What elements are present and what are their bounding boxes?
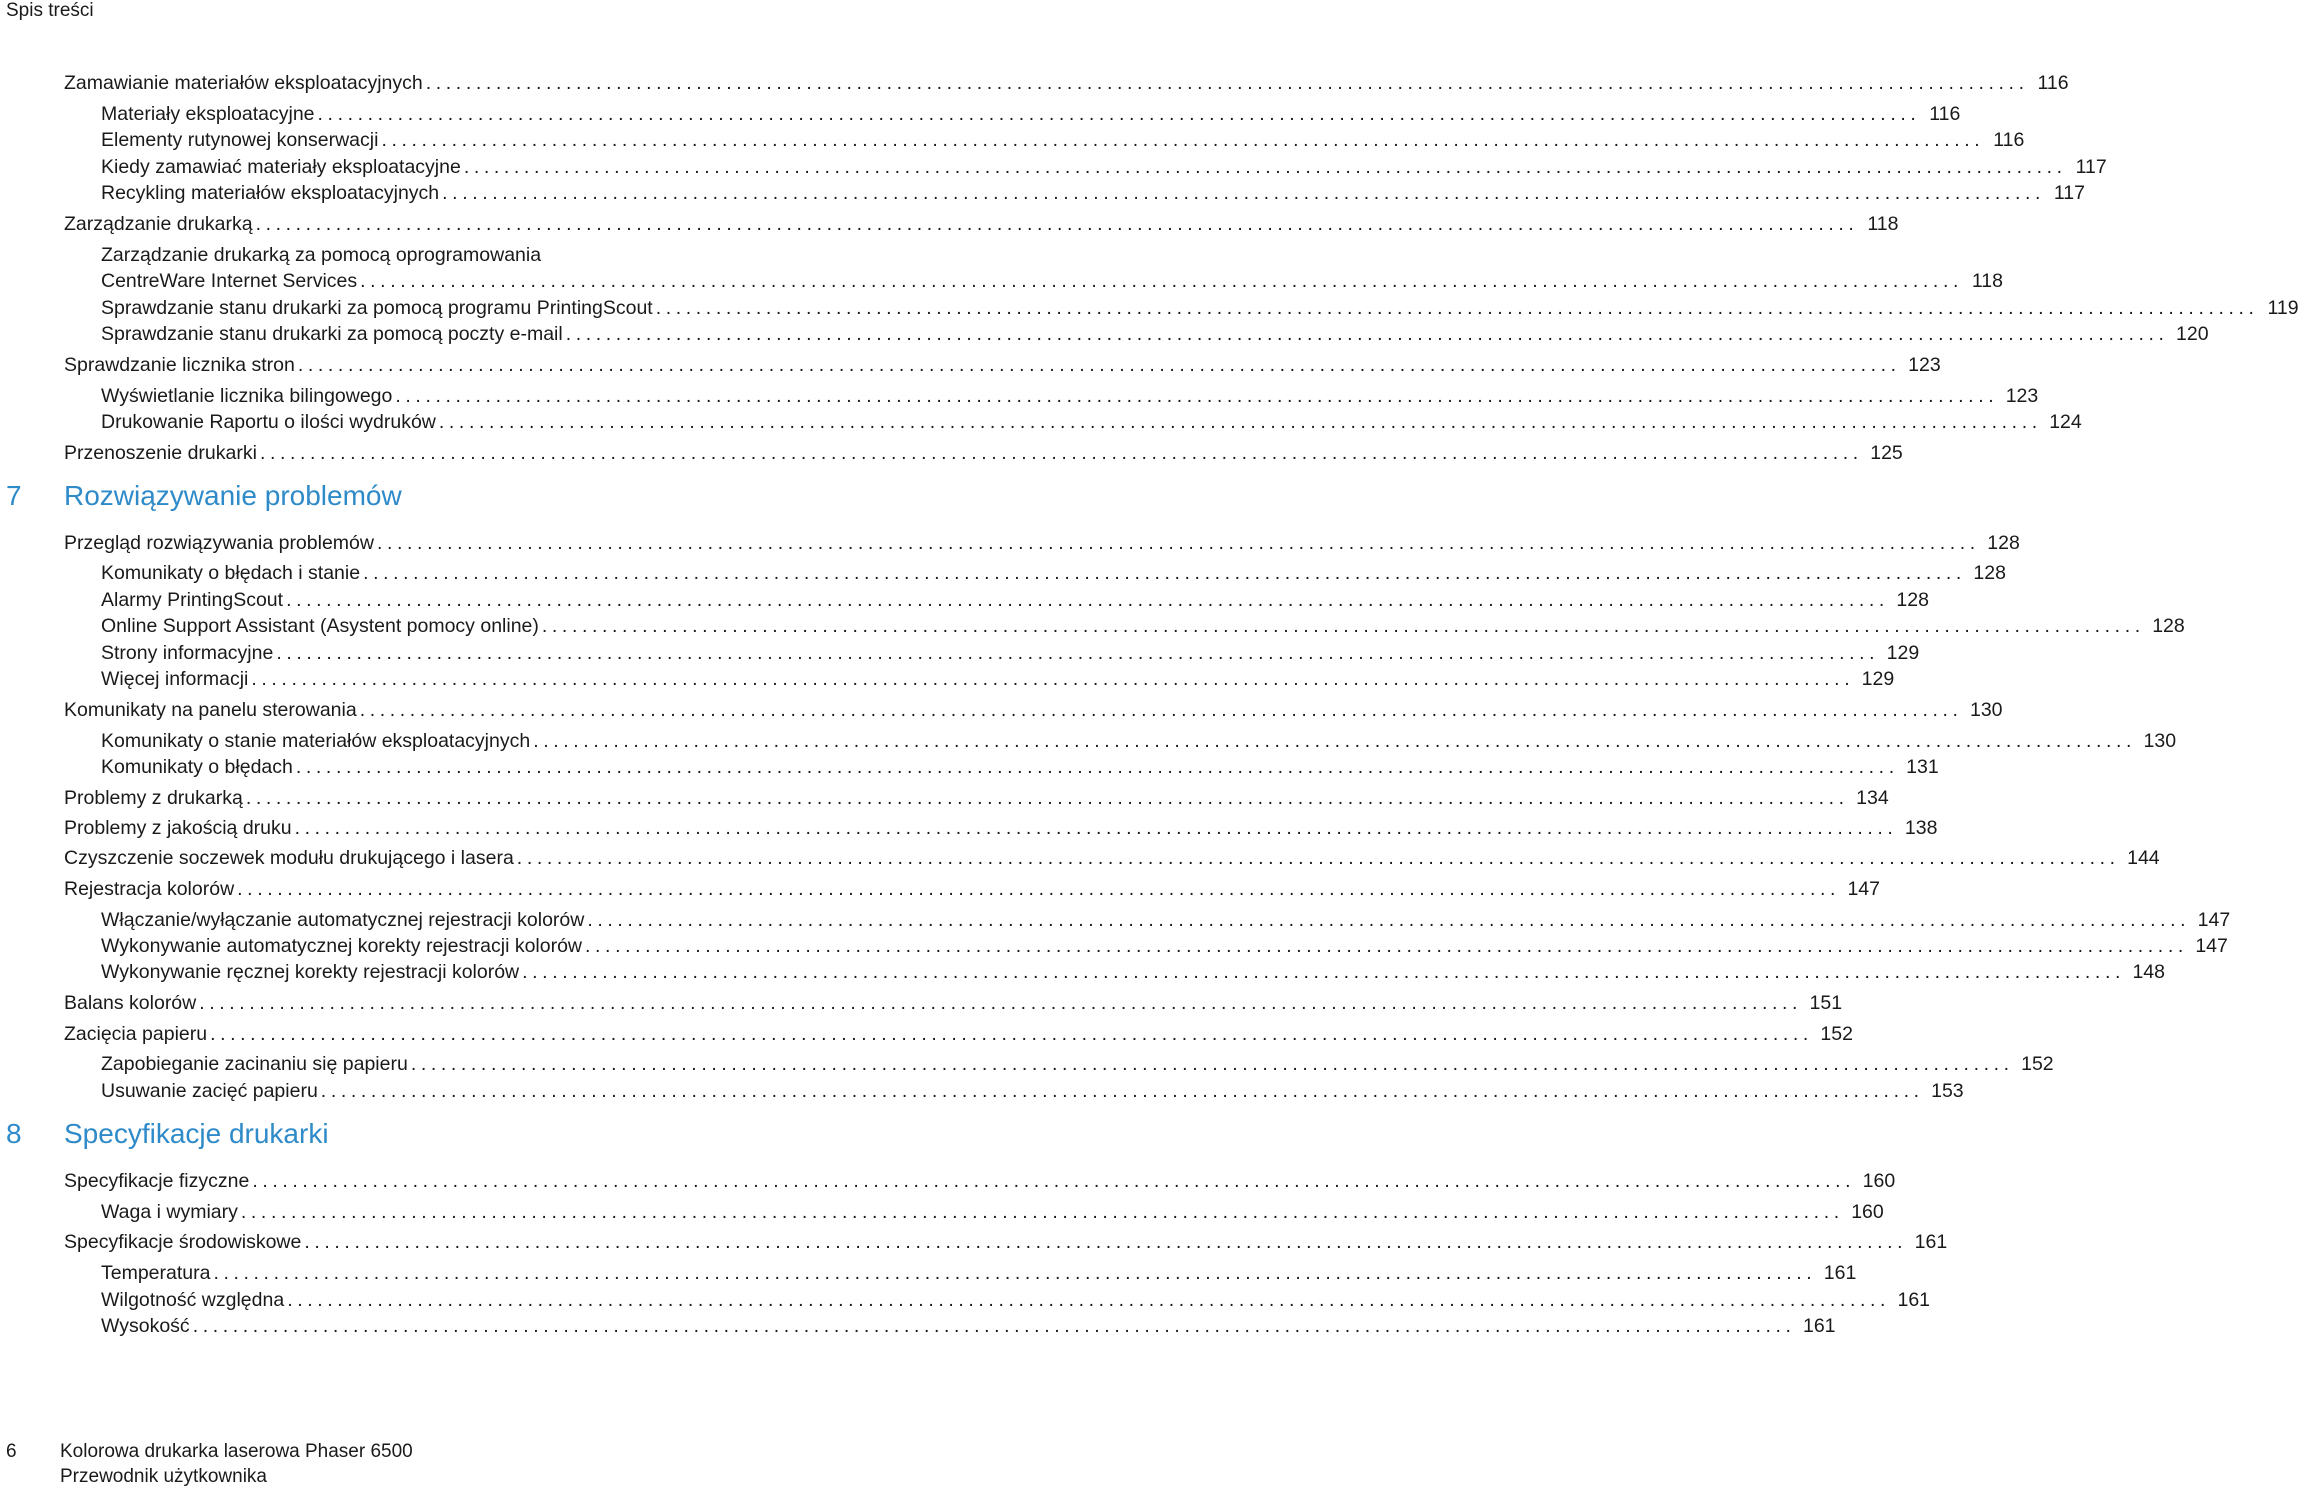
toc-entry-title: Balans kolorów: [64, 992, 197, 1014]
toc-page-number: 128: [1987, 532, 2020, 554]
toc-entry-title: Zacięcia papieru: [64, 1023, 208, 1045]
toc-entry-title: Elementy rutynowej konserwacji: [101, 129, 379, 151]
toc-entry-title: Zamawianie materiałów eksploatacyjnych: [64, 72, 423, 94]
dot-leader: ................................................................................................................................................................: [585, 935, 2188, 957]
dot-leader: ................................................................................................................................................................: [516, 847, 2120, 869]
toc-entry-title: Sprawdzanie licznika stron: [64, 354, 295, 376]
dot-leader: ................................................................................................................................................................: [533, 730, 2137, 752]
dot-leader: ................................................................................................................................................................: [463, 156, 2067, 178]
dot-leader: ................................................................................................................................................................: [294, 817, 1898, 839]
toc-page-number: 128: [1896, 589, 1929, 611]
toc-entry-title: Komunikaty o stanie materiałów eksploatacyjnych: [101, 730, 531, 752]
dot-leader: ................................................................................................................................................................: [297, 354, 1901, 376]
dot-leader: ................................................................................................................................................................: [317, 103, 1921, 125]
toc-entry[interactable]: [64, 1168, 1896, 1194]
toc-entry[interactable]: [101, 154, 2107, 180]
toc-page-number: 161: [1823, 1262, 1857, 1284]
chapter-heading[interactable]: [6, 478, 960, 514]
toc-entry[interactable]: [64, 211, 1899, 237]
toc-entry[interactable]: [64, 785, 1889, 811]
dot-leader: ................................................................................................................................................................: [252, 1170, 1856, 1192]
toc-page-number: 129: [1886, 642, 1920, 664]
toc-entry[interactable]: [64, 530, 2020, 556]
toc-page-number: 147: [1847, 878, 1880, 900]
toc-entry[interactable]: [101, 268, 2003, 294]
toc-entry-title: Materiały eksploatacyjne: [101, 103, 315, 125]
dot-leader: ................................................................................................................................................................: [587, 909, 2191, 931]
dot-leader: ................................................................................................................................................................: [360, 270, 1963, 292]
toc-page-number: 118: [1971, 270, 2003, 292]
toc-entry-title-first-line[interactable]: Zarządzanie drukarką za pomocą oprogramowania: [101, 244, 542, 266]
dot-leader: ................................................................................................................................................................: [295, 756, 1899, 778]
toc-entry-title: Wilgotność względna: [101, 1289, 285, 1311]
dot-leader: ................................................................................................................................................................: [251, 668, 1855, 690]
toc-page-number: 161: [1914, 1231, 1948, 1253]
dot-leader: ................................................................................................................................................................: [213, 1262, 1817, 1284]
toc-page-number: 152: [1820, 1023, 1853, 1045]
toc-page-number: 131: [1906, 756, 1939, 778]
toc-entry[interactable]: [64, 1229, 1948, 1255]
toc-entry-title: Przenoszenie drukarki: [64, 442, 257, 464]
toc-entry[interactable]: [101, 101, 1961, 127]
chapter-title: Specyfikacje drukarki: [64, 1118, 329, 1149]
toc-entry-title: Komunikaty o błędach i stanie: [101, 562, 361, 584]
toc-entry-title: Problemy z drukarką: [64, 787, 243, 809]
toc-entry-title: Wyświetlanie licznika bilingowego: [101, 385, 393, 407]
toc-entry-title: Czyszczenie soczewek modułu drukującego i lasera: [64, 847, 514, 869]
footer-page-number: 6: [6, 1441, 17, 1462]
toc-page-number: 138: [1904, 817, 1938, 839]
toc-entry[interactable]: [101, 1051, 2054, 1077]
dot-leader: ................................................................................................................................................................: [259, 442, 1863, 464]
toc-entry-title: Wykonywanie ręcznej korekty rejestracji kolorów: [101, 961, 520, 983]
dot-leader: ................................................................................................................................................................: [276, 642, 1880, 664]
chapter-heading[interactable]: [6, 1116, 960, 1152]
toc-entry-title: Przegląd rozwiązywania problemów: [64, 532, 374, 554]
toc-entry-title: Problemy z jakością druku: [64, 817, 292, 839]
toc-entry[interactable]: [64, 990, 1843, 1016]
toc-entry[interactable]: [64, 876, 1880, 902]
toc-page-number: 148: [2132, 961, 2165, 983]
toc-page-number: 160: [1851, 1201, 1884, 1223]
dot-leader: ................................................................................................................................................................: [541, 615, 2145, 637]
toc-entry[interactable]: [64, 1021, 1853, 1047]
running-header: Spis treści: [6, 0, 94, 21]
toc-entry-title: Strony informacyjne: [101, 642, 274, 664]
toc-entry[interactable]: [101, 1313, 1836, 1339]
toc-page-number: 130: [1969, 699, 2003, 721]
dot-leader: ................................................................................................................................................................: [565, 323, 2169, 345]
toc-entry-title: Zarządzanie drukarką: [64, 213, 253, 235]
dot-leader: ................................................................................................................................................................: [442, 182, 2045, 204]
toc-page-number: 152: [2021, 1053, 2054, 1075]
toc-entry[interactable]: [101, 959, 2165, 985]
toc-entry[interactable]: [64, 70, 2069, 96]
toc-page-number: 123: [2005, 385, 2039, 407]
dot-leader: ................................................................................................................................................................: [522, 961, 2125, 983]
dot-leader: ................................................................................................................................................................: [210, 1023, 1813, 1045]
dot-leader: ................................................................................................................................................................: [287, 1289, 1891, 1311]
dot-leader: ................................................................................................................................................................: [359, 699, 1963, 721]
toc-page-number: 123: [1908, 354, 1941, 376]
dot-leader: ................................................................................................................................................................: [192, 1315, 1796, 1337]
toc-entry[interactable]: [101, 587, 1929, 613]
toc-entry[interactable]: [101, 754, 1939, 780]
toc-entry[interactable]: [101, 180, 2085, 206]
dot-leader: ................................................................................................................................................................: [199, 992, 1803, 1014]
toc-entry-title: Zapobieganie zacinaniu się papieru: [101, 1053, 408, 1075]
toc-entry-title: Wysokość: [101, 1315, 190, 1337]
chapter-number: 7: [6, 480, 22, 511]
dot-leader: ................................................................................................................................................................: [320, 1080, 1924, 1102]
footer-product-name: Kolorowa drukarka laserowa Phaser 6500: [60, 1441, 413, 1462]
toc-entry[interactable]: [101, 728, 2177, 754]
toc-page-number: 117: [2075, 156, 2107, 178]
dot-leader: ................................................................................................................................................................: [655, 297, 2259, 319]
toc-page-number: 160: [1862, 1170, 1896, 1192]
toc-entry-title: Recykling materiałów eksploatacyjnych: [101, 182, 440, 204]
toc-entry[interactable]: [64, 697, 2003, 723]
toc-page-number: 117: [2053, 182, 2085, 204]
toc-entry-title: Wykonywanie automatycznej korekty rejestracji kolorów: [101, 935, 583, 957]
toc-entry[interactable]: [101, 666, 1895, 692]
toc-page-number: 153: [1931, 1080, 1964, 1102]
toc-entry-title: Usuwanie zacięć papieru: [101, 1080, 318, 1102]
toc-entry-title: Włączanie/wyłączanie automatycznej rejestracji kolorów: [101, 909, 585, 931]
dot-leader: ................................................................................................................................................................: [363, 562, 1966, 584]
toc-entry[interactable]: [101, 409, 2082, 435]
toc-page-number: 124: [2049, 411, 2082, 433]
toc-entry[interactable]: [101, 560, 2006, 586]
toc-page-number: 116: [1993, 129, 2025, 151]
toc-entry-title: Komunikaty na panelu sterowania: [64, 699, 357, 721]
toc-entry-title: Alarmy PrintingScout: [101, 589, 284, 611]
toc-entry-title: Rejestracja kolorów: [64, 878, 235, 900]
toc-page-number: 120: [2176, 323, 2209, 345]
toc-entry-title: Specyfikacje fizyczne: [64, 1170, 250, 1192]
toc-page-number: 128: [1973, 562, 2006, 584]
toc-entry-title: Specyfikacje środowiskowe: [64, 1231, 302, 1253]
toc-page-number: 130: [2143, 730, 2177, 752]
toc-page-number: 161: [1802, 1315, 1836, 1337]
dot-leader: ................................................................................................................................................................: [376, 532, 1980, 554]
dot-leader: ................................................................................................................................................................: [410, 1053, 2014, 1075]
dot-leader: ................................................................................................................................................................: [245, 787, 1849, 809]
toc-page-number: 128: [2152, 615, 2185, 637]
toc-entry-title: Sprawdzanie stanu drukarki za pomocą poczty e-mail: [101, 323, 563, 345]
toc-page-number: 161: [1897, 1289, 1931, 1311]
toc-entry[interactable]: [101, 383, 2039, 409]
toc-entry-title: Sprawdzanie stanu drukarki za pomocą programu PrintingScout: [101, 297, 653, 319]
toc-entry[interactable]: [64, 845, 2160, 871]
toc-entry[interactable]: [64, 440, 1903, 466]
dot-leader: ................................................................................................................................................................: [240, 1201, 1844, 1223]
toc-entry-title: Kiedy zamawiać materiały eksploatacyjne: [101, 156, 461, 178]
dot-leader: ................................................................................................................................................................: [304, 1231, 1908, 1253]
toc-entry[interactable]: [64, 352, 1941, 378]
toc-page-number: 151: [1809, 992, 1843, 1014]
toc-page-number: 116: [2037, 72, 2069, 94]
toc-page-number: 129: [1861, 668, 1895, 690]
toc-page-number: 147: [2195, 935, 2228, 957]
toc-page-number: 119: [2267, 297, 2299, 319]
toc-entry[interactable]: [101, 933, 2228, 959]
toc-entry-title: CentreWare Internet Services: [101, 270, 358, 292]
toc-entry-title: Online Support Assistant (Asystent pomocy online): [101, 615, 539, 637]
toc-entry[interactable]: [101, 1078, 1964, 1104]
toc-entry[interactable]: [101, 295, 2299, 321]
toc-entry[interactable]: [101, 321, 2209, 347]
toc-entry[interactable]: [101, 1287, 1931, 1313]
toc-entry-title: Drukowanie Raportu o ilości wydruków: [101, 411, 436, 433]
toc-page-number: 144: [2127, 847, 2160, 869]
toc-page-number: 116: [1929, 103, 1961, 125]
dot-leader: ................................................................................................................................................................: [286, 589, 1889, 611]
toc-entry[interactable]: [101, 613, 2185, 639]
dot-leader: ................................................................................................................................................................: [237, 878, 1840, 900]
dot-leader: ................................................................................................................................................................: [381, 129, 1985, 151]
toc-entry[interactable]: [101, 127, 2025, 153]
dot-leader: ................................................................................................................................................................: [395, 385, 1999, 407]
toc-page-number: 134: [1856, 787, 1889, 809]
dot-leader: ................................................................................................................................................................: [425, 72, 2029, 94]
toc-entry[interactable]: [101, 907, 2231, 933]
toc-entry-title: Temperatura: [101, 1262, 211, 1284]
footer-document-title: Przewodnik użytkownika: [60, 1466, 267, 1487]
toc-page-number: 147: [2197, 909, 2231, 931]
toc-entry[interactable]: [101, 1199, 1884, 1225]
dot-leader: ................................................................................................................................................................: [255, 213, 1859, 235]
toc-entry[interactable]: [64, 815, 1938, 841]
dot-leader: ................................................................................................................................................................: [438, 411, 2042, 433]
toc-page-number: 118: [1867, 213, 1899, 235]
chapter-number: 8: [6, 1118, 22, 1149]
toc-entry-title: Więcej informacji: [101, 668, 249, 690]
toc-entry-title: Waga i wymiary: [101, 1201, 238, 1223]
chapter-title: Rozwiązywanie problemów: [64, 480, 402, 511]
toc-entry[interactable]: [101, 1260, 1857, 1286]
toc-entry-title: Komunikaty o błędach: [101, 756, 293, 778]
toc-page-number: 125: [1870, 442, 1903, 464]
toc-entry[interactable]: [101, 640, 1920, 666]
